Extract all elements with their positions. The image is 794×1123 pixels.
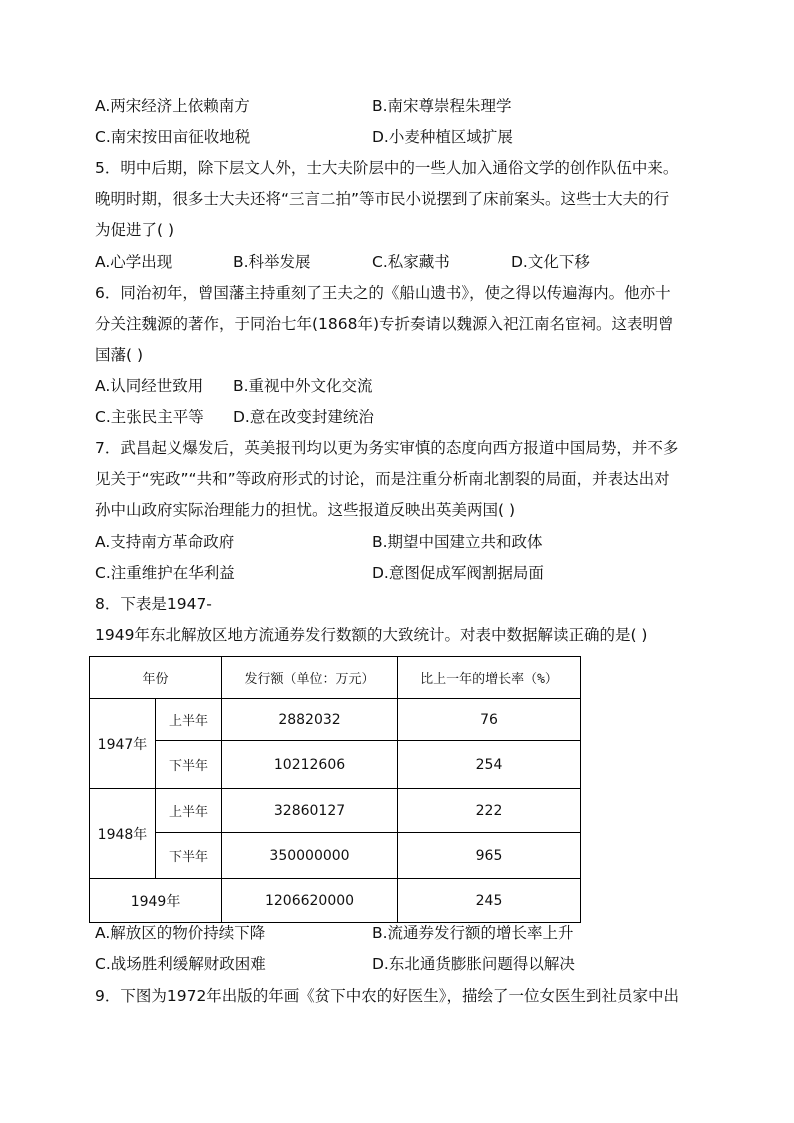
q8-option-c: C.战场胜利缓解财政困难 xyxy=(95,955,266,973)
q4-option-a: A.两宋经济上依赖南方 xyxy=(95,97,250,115)
table-row xyxy=(90,741,581,789)
cell-half: 下半年 xyxy=(156,741,222,789)
q4-option-d: D.小麦种植区域扩展 xyxy=(372,128,513,146)
q9-stem-line-1: 9．下图为1972年出版的年画《贫下中农的好医生》，描绘了一位女医生到社员家中出 xyxy=(95,987,680,1005)
table-row xyxy=(90,789,581,833)
cell-rate: 222 xyxy=(398,789,581,833)
q6-option-d: D.意在改变封建统治 xyxy=(233,408,374,426)
q8-stem-line-2: 1949年东北解放区地方流通券发行数额的大致统计。对表中数据解读正确的是( ) xyxy=(95,626,648,644)
header-growth-rate: 比上一年的增长率（%） xyxy=(398,657,581,699)
q6-option-c: C.主张民主平等 xyxy=(95,408,204,426)
q8-option-a: A.解放区的物价持续下降 xyxy=(95,924,266,942)
cell-half: 上半年 xyxy=(156,699,222,741)
q7-stem-line-3: 孙中山政府实际治理能力的担忧。这些报道反映出英美两国( ) xyxy=(95,501,516,519)
cell-year: 1948年 xyxy=(90,789,156,879)
table-row xyxy=(90,879,581,923)
q4-option-c: C.南宋按田亩征收地税 xyxy=(95,128,251,146)
header-year: 年份 xyxy=(90,657,222,699)
q7-stem-line-2: 见关于“宪政”“共和”等政府形式的讨论，而是注重分析南北割裂的局面，并表达出对 xyxy=(95,470,670,488)
q7-option-d: D.意图促成军阀割据局面 xyxy=(372,564,544,582)
q8-option-b: B.流通券发行额的增长率上升 xyxy=(372,924,574,942)
q7-option-a: A.支持南方革命政府 xyxy=(95,533,235,551)
cell-amount: 2882032 xyxy=(222,699,398,741)
cell-year: 1949年 xyxy=(90,879,222,923)
cell-amount: 350000000 xyxy=(222,833,398,879)
cell-rate: 76 xyxy=(398,699,581,741)
cell-amount: 1206620000 xyxy=(222,879,398,923)
currency-issuance-table xyxy=(89,656,581,923)
q8-option-d: D.东北通货膨胀问题得以解决 xyxy=(372,955,575,973)
q6-option-a: A.认同经世致用 xyxy=(95,377,204,395)
cell-rate: 965 xyxy=(398,833,581,879)
q5-stem-line-2: 晚明时期，很多士大夫还将“三言二拍”等市民小说摆到了床前案头。这些士大夫的行 xyxy=(95,190,670,208)
q5-option-d: D.文化下移 xyxy=(511,253,590,271)
cell-half: 上半年 xyxy=(156,789,222,833)
q4-option-b: B.南宋尊崇程朱理学 xyxy=(372,97,512,115)
q7-stem-line-1: 7．武昌起义爆发后，英美报刊均以更为务实审慎的态度向西方报道中国局势，并不多 xyxy=(95,439,679,457)
cell-amount: 32860127 xyxy=(222,789,398,833)
cell-half: 下半年 xyxy=(156,833,222,879)
q7-option-c: C.注重维护在华利益 xyxy=(95,564,235,582)
q5-option-b: B.科举发展 xyxy=(233,253,311,271)
q5-stem-line-1: 5．明中后期，除下层文人外，士大夫阶层中的一些人加入通俗文学的创作队伍中来。 xyxy=(95,159,679,177)
q6-option-b: B.重视中外文化交流 xyxy=(233,377,373,395)
q6-stem-line-2: 分关注魏源的著作，于同治七年(1868年)专折奏请以魏源入祀江南名宦祠。这表明曾 xyxy=(95,315,674,333)
cell-year: 1947年 xyxy=(90,699,156,789)
q5-option-a: A.心学出现 xyxy=(95,253,173,271)
table-header-row xyxy=(90,657,581,699)
q6-stem-line-3: 国藩( ) xyxy=(95,346,144,364)
table-row xyxy=(90,699,581,741)
q5-stem-line-3: 为促进了( ) xyxy=(95,221,175,239)
cell-rate: 245 xyxy=(398,879,581,923)
q8-stem-line-1: 8．下表是1947- xyxy=(95,595,212,613)
cell-amount: 10212606 xyxy=(222,741,398,789)
table-row xyxy=(90,833,581,879)
q6-stem-line-1: 6．同治初年，曾国藩主持重刻了王夫之的《船山遗书》，使之得以传遍海内。他亦十 xyxy=(95,284,671,302)
header-amount: 发行额（单位：万元） xyxy=(222,657,398,699)
q7-option-b: B.期望中国建立共和政体 xyxy=(372,533,543,551)
q5-option-c: C.私家藏书 xyxy=(372,253,450,271)
cell-rate: 254 xyxy=(398,741,581,789)
